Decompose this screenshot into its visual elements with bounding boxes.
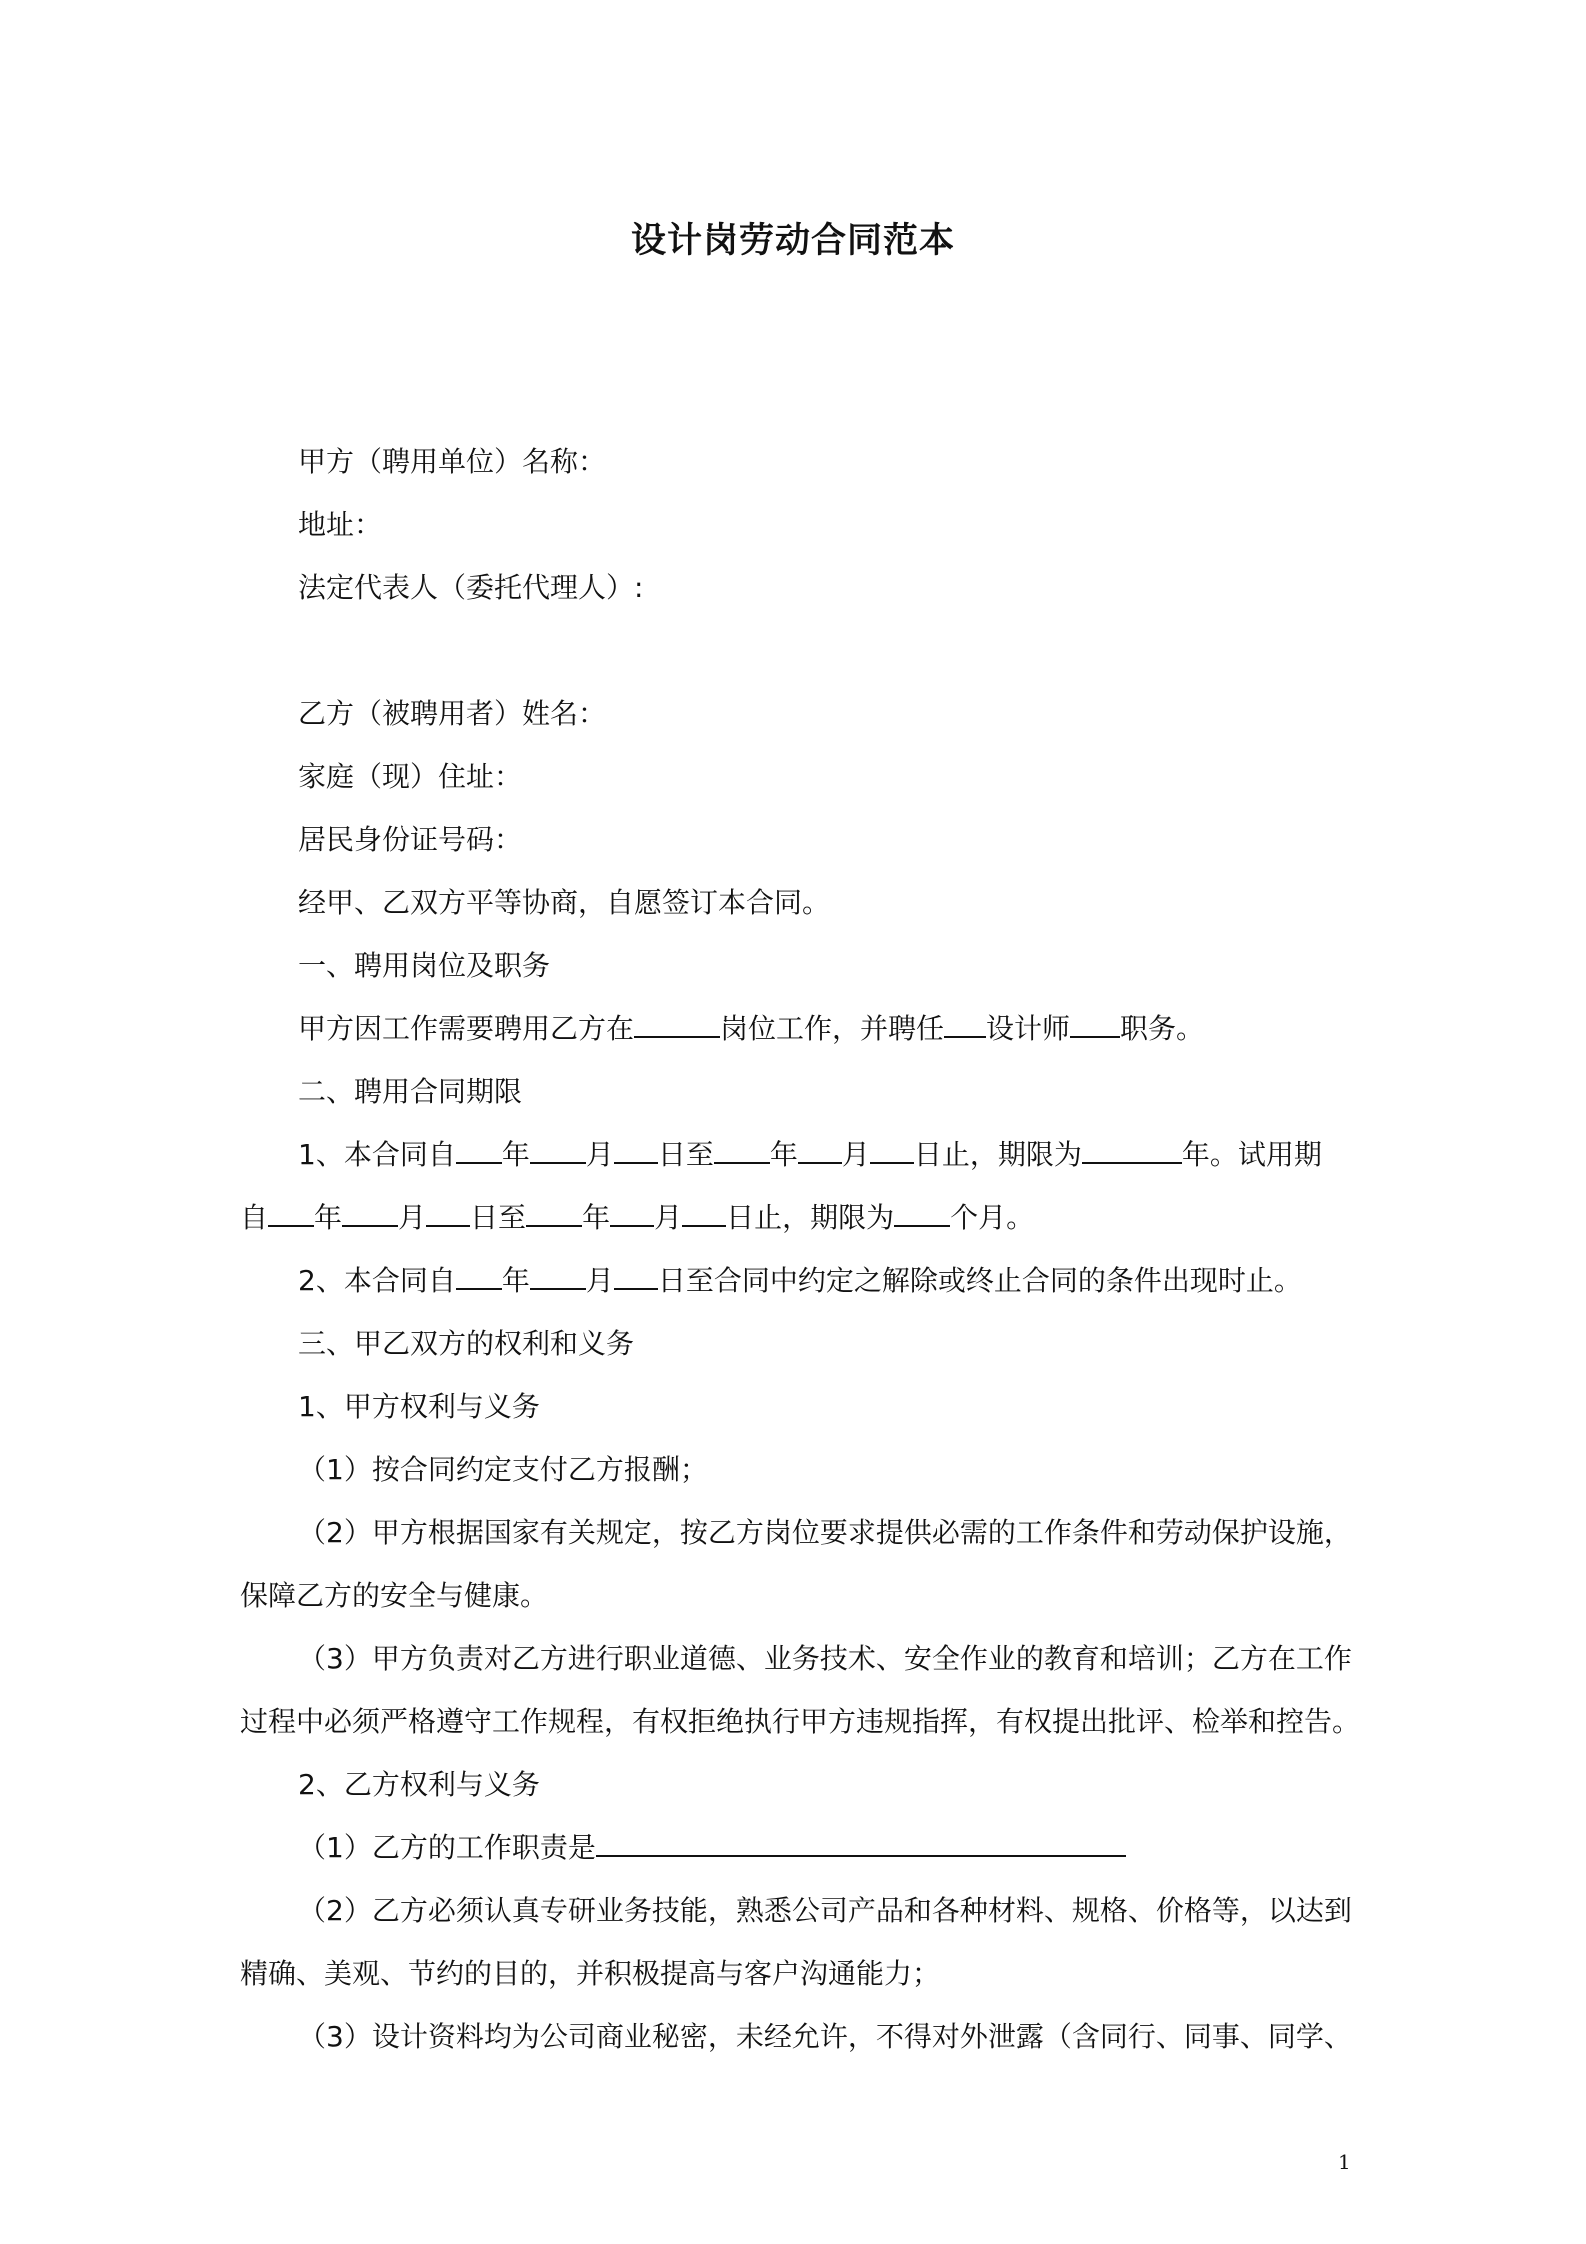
spacer	[240, 619, 1356, 682]
text-span: 月	[398, 1201, 427, 1234]
section-3-heading: 三、甲乙双方的权利和义务	[298, 1327, 635, 1360]
party-a-item-3-line-2: 过程中必须严格遵守工作规程，有权拒绝执行甲方违规指挥，有权提出批评、检举和控告。	[240, 1705, 1361, 1738]
text-span: 月	[585, 1138, 614, 1171]
contract-body	[240, 430, 1361, 2068]
blank-field	[530, 1264, 586, 1290]
text-span: 岗位工作，并聘任	[720, 1012, 945, 1045]
text-span: 1、本合同自	[298, 1138, 456, 1171]
blank-field	[426, 1201, 470, 1227]
text-span: 设计师	[986, 1012, 1071, 1045]
text-span: 日止，期限为	[726, 1201, 895, 1234]
party-b-item-2-line-2: 精确、美观、节约的目的，并积极提高与客户沟通能力；	[240, 1957, 941, 1990]
blank-field	[614, 1264, 658, 1290]
party-a-item-1: （1）按合同约定支付乙方报酬；	[298, 1453, 708, 1486]
party-a-item-2-line-2: 保障乙方的安全与健康。	[240, 1579, 549, 1612]
party-b-rights-heading: 2、乙方权利与义务	[298, 1768, 540, 1801]
text-span: 年	[769, 1138, 798, 1171]
section-1-text	[240, 997, 1356, 1060]
blank-field	[682, 1201, 726, 1227]
party-b-item-1	[240, 1816, 1356, 1879]
page-number: 1	[1338, 2150, 1351, 2174]
text-span: 2、本合同自	[298, 1264, 456, 1297]
text-span: 年	[314, 1201, 343, 1234]
clause-2-2	[240, 1249, 1356, 1312]
party-a-rights-heading: 1、甲方权利与义务	[298, 1390, 540, 1423]
text-span: 年	[582, 1201, 611, 1234]
party-b-item-3-line-1: （3）设计资料均为公司商业秘密，未经允许，不得对外泄露（含同行、同事、同学、	[298, 2020, 1352, 2053]
party-b-home-label: 家庭（现）住址：	[298, 760, 523, 793]
text-span: （1）乙方的工作职责是	[298, 1831, 596, 1864]
clause-2-1-line-2	[240, 1186, 1356, 1249]
text-span: 年	[501, 1138, 530, 1171]
text-span: 月	[841, 1138, 870, 1171]
blank-field	[456, 1264, 502, 1290]
blank-field	[610, 1201, 654, 1227]
blank-field	[268, 1201, 314, 1227]
text-span: 月	[585, 1264, 614, 1297]
party-a-item-2-line-1: （2）甲方根据国家有关规定，按乙方岗位要求提供必需的工作条件和劳动保护设施，	[298, 1516, 1352, 1549]
text-span: 自	[240, 1201, 269, 1234]
blank-field	[1082, 1138, 1182, 1164]
blank-field	[596, 1831, 1126, 1857]
blank-field	[456, 1138, 502, 1164]
text-span: 个月。	[950, 1201, 1035, 1234]
blank-field	[870, 1138, 914, 1164]
text-span: 日至	[657, 1138, 714, 1171]
blank-field	[342, 1201, 398, 1227]
blank-field	[526, 1201, 582, 1227]
page-title: 设计岗劳动合同范本	[630, 221, 955, 261]
blank-field	[714, 1138, 770, 1164]
section-2-heading: 二、聘用合同期限	[298, 1075, 523, 1108]
text-span: 日至	[470, 1201, 527, 1234]
party-a-item-3-line-1: （3）甲方负责对乙方进行职业道德、业务技术、安全作业的教育和培训；乙方在工作	[298, 1642, 1352, 1675]
party-b-id-label: 居民身份证号码：	[298, 823, 523, 856]
text-span: 日止，期限为	[913, 1138, 1082, 1171]
blank-field	[634, 1012, 720, 1038]
preamble: 经甲、乙双方平等协商，自愿签订本合同。	[298, 886, 831, 919]
clause-2-1-line-1	[240, 1123, 1356, 1186]
blank-field	[614, 1138, 658, 1164]
text-span: 月	[654, 1201, 683, 1234]
text-span: 职务。	[1120, 1012, 1205, 1045]
blank-field	[530, 1138, 586, 1164]
text-span: 年。试用期	[1181, 1138, 1322, 1171]
section-1-heading: 一、聘用岗位及职务	[298, 949, 551, 982]
text-span: 甲方因工作需要聘用乙方在	[298, 1012, 635, 1045]
blank-field	[1070, 1012, 1120, 1038]
party-a-representative-label: 法定代表人（委托代理人）:	[298, 571, 644, 604]
blank-field	[894, 1201, 950, 1227]
blank-field	[944, 1012, 986, 1038]
blank-field	[798, 1138, 842, 1164]
party-a-name-label: 甲方（聘用单位）名称：	[298, 445, 607, 478]
party-b-name-label: 乙方（被聘用者）姓名：	[298, 697, 607, 730]
party-a-address-label: 地址：	[298, 508, 383, 541]
text-span: 年	[501, 1264, 530, 1297]
text-span: 日至合同中约定之解除或终止合同的条件出现时止。	[657, 1264, 1302, 1297]
party-b-item-2-line-1: （2）乙方必须认真专研业务技能，熟悉公司产品和各种材料、规格、价格等，以达到	[298, 1894, 1352, 1927]
